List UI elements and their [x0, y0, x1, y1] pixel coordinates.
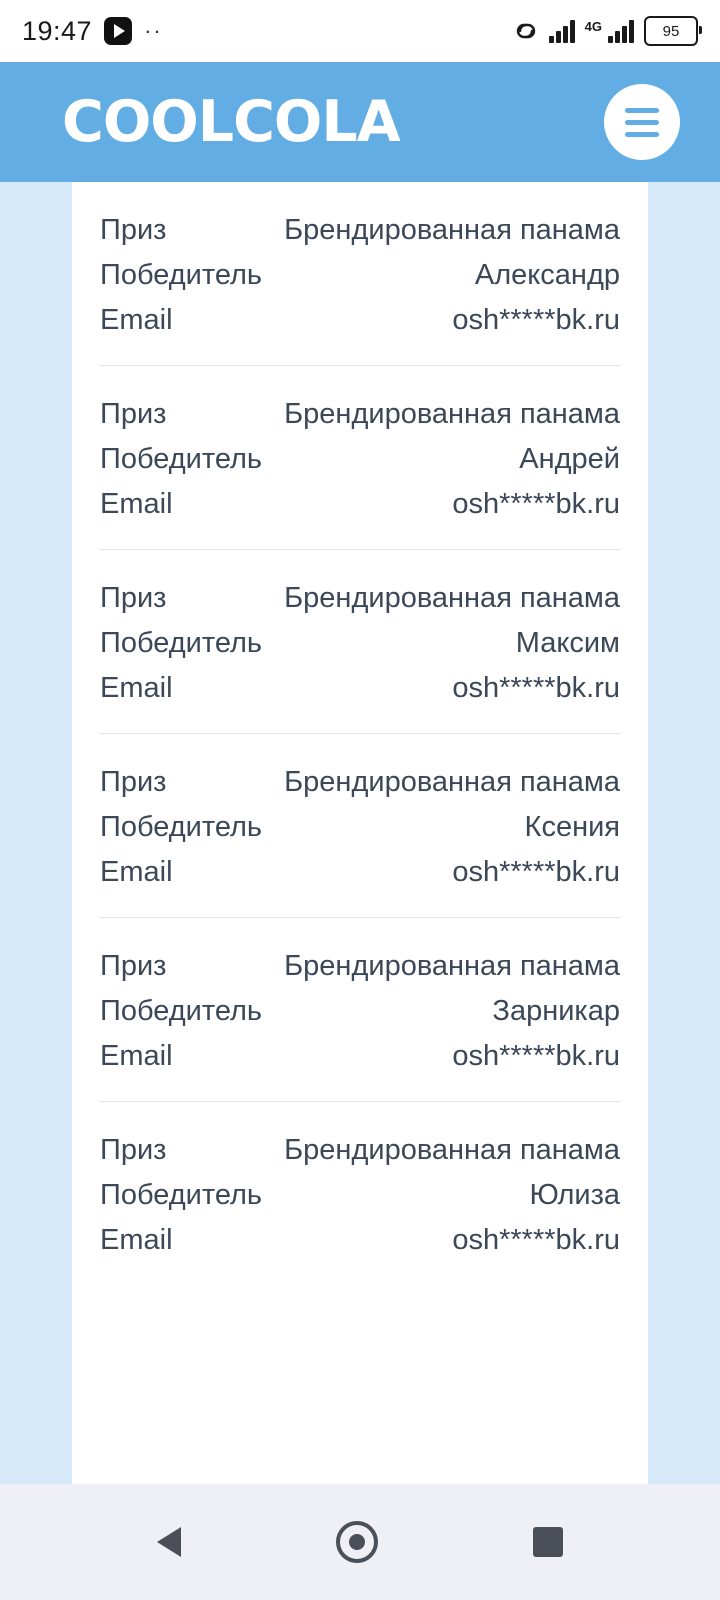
- list-item: [100, 182, 620, 366]
- network-type-label: 4G: [584, 18, 602, 34]
- prize-row: [100, 760, 620, 805]
- winner-value: Ксения: [524, 811, 620, 843]
- prize-label: Приз: [100, 766, 167, 798]
- winner-value: Зарникар: [492, 995, 620, 1027]
- winner-label: Победитель: [100, 627, 263, 659]
- status-bar-left: [22, 16, 163, 47]
- email-value: osh*****bk.ru: [452, 856, 620, 888]
- android-navigation-bar: [0, 1484, 720, 1600]
- email-label: Email: [100, 488, 173, 520]
- play-icon: [104, 17, 132, 45]
- battery-level-label: 95: [662, 22, 680, 40]
- prize-row: [100, 392, 620, 437]
- winner-label: Победитель: [100, 1179, 263, 1211]
- prize-row: [100, 1128, 620, 1173]
- winner-value: Юлиза: [529, 1179, 620, 1211]
- email-value: osh*****bk.ru: [452, 1224, 620, 1256]
- prize-row: [100, 208, 620, 253]
- signal-bars-icon-1: [549, 19, 575, 43]
- status-clock: 19:47: [22, 15, 93, 46]
- prize-label: Приз: [100, 398, 167, 430]
- status-bar-right: [513, 16, 698, 46]
- winner-row: [100, 621, 620, 666]
- email-row: [100, 1218, 620, 1263]
- battery-indicator: [644, 16, 698, 46]
- prize-label: Приз: [100, 582, 167, 614]
- prize-value: Брендированная панама: [284, 766, 620, 798]
- prize-value: Брендированная панама: [284, 582, 620, 614]
- email-row: [100, 298, 620, 343]
- email-value: osh*****bk.ru: [452, 488, 620, 520]
- prize-row: [100, 944, 620, 989]
- winner-label: Победитель: [100, 995, 263, 1027]
- winner-row: [100, 805, 620, 850]
- hamburger-menu-icon-line-1: [625, 108, 659, 113]
- prize-label: Приз: [100, 214, 167, 246]
- home-circle-icon[interactable]: [336, 1521, 378, 1563]
- email-value: osh*****bk.ru: [452, 1040, 620, 1072]
- winner-value: Андрей: [519, 443, 620, 475]
- link-icon: [513, 18, 539, 44]
- winner-value: Максим: [515, 627, 620, 659]
- page-body: [0, 182, 720, 1484]
- email-value: osh*****bk.ru: [452, 304, 620, 336]
- winner-row: [100, 1173, 620, 1218]
- winner-label: Победитель: [100, 811, 263, 843]
- email-row: [100, 850, 620, 895]
- brand-logo[interactable]: COOLCOLA: [62, 89, 400, 155]
- winner-label: Победитель: [100, 259, 263, 291]
- prize-value: Брендированная панама: [284, 398, 620, 430]
- email-label: Email: [100, 672, 173, 704]
- email-value: osh*****bk.ru: [452, 672, 620, 704]
- winner-label: Победитель: [100, 443, 263, 475]
- status-bar: [0, 0, 720, 62]
- email-label: Email: [100, 1224, 173, 1256]
- winner-value: Александр: [474, 259, 620, 291]
- email-row: [100, 482, 620, 527]
- email-row: [100, 1034, 620, 1079]
- winners-list: [72, 182, 648, 1484]
- prize-value: Брендированная панама: [284, 950, 620, 982]
- list-item: [100, 366, 620, 550]
- email-row: [100, 666, 620, 711]
- email-label: Email: [100, 856, 173, 888]
- email-label: Email: [100, 1040, 173, 1072]
- list-item: [100, 550, 620, 734]
- list-item: [100, 734, 620, 918]
- prize-row: [100, 576, 620, 621]
- winner-row: [100, 253, 620, 298]
- prize-value: Брендированная панама: [284, 1134, 620, 1166]
- winner-row: [100, 989, 620, 1034]
- back-triangle-icon[interactable]: [157, 1527, 181, 1557]
- prize-value: Брендированная панама: [284, 214, 620, 246]
- prize-label: Приз: [100, 950, 167, 982]
- hamburger-menu-icon-line-2: [625, 120, 659, 125]
- hamburger-menu-button[interactable]: [604, 84, 680, 160]
- hamburger-menu-icon-line-3: [625, 132, 659, 137]
- site-header: [0, 62, 720, 182]
- signal-bars-icon-2: [608, 19, 634, 43]
- list-item: [100, 918, 620, 1102]
- list-item: [100, 1102, 620, 1285]
- recents-square-icon[interactable]: [533, 1527, 563, 1557]
- prize-label: Приз: [100, 1134, 167, 1166]
- email-label: Email: [100, 304, 173, 336]
- more-dots-icon: ··: [144, 18, 163, 43]
- winner-row: [100, 437, 620, 482]
